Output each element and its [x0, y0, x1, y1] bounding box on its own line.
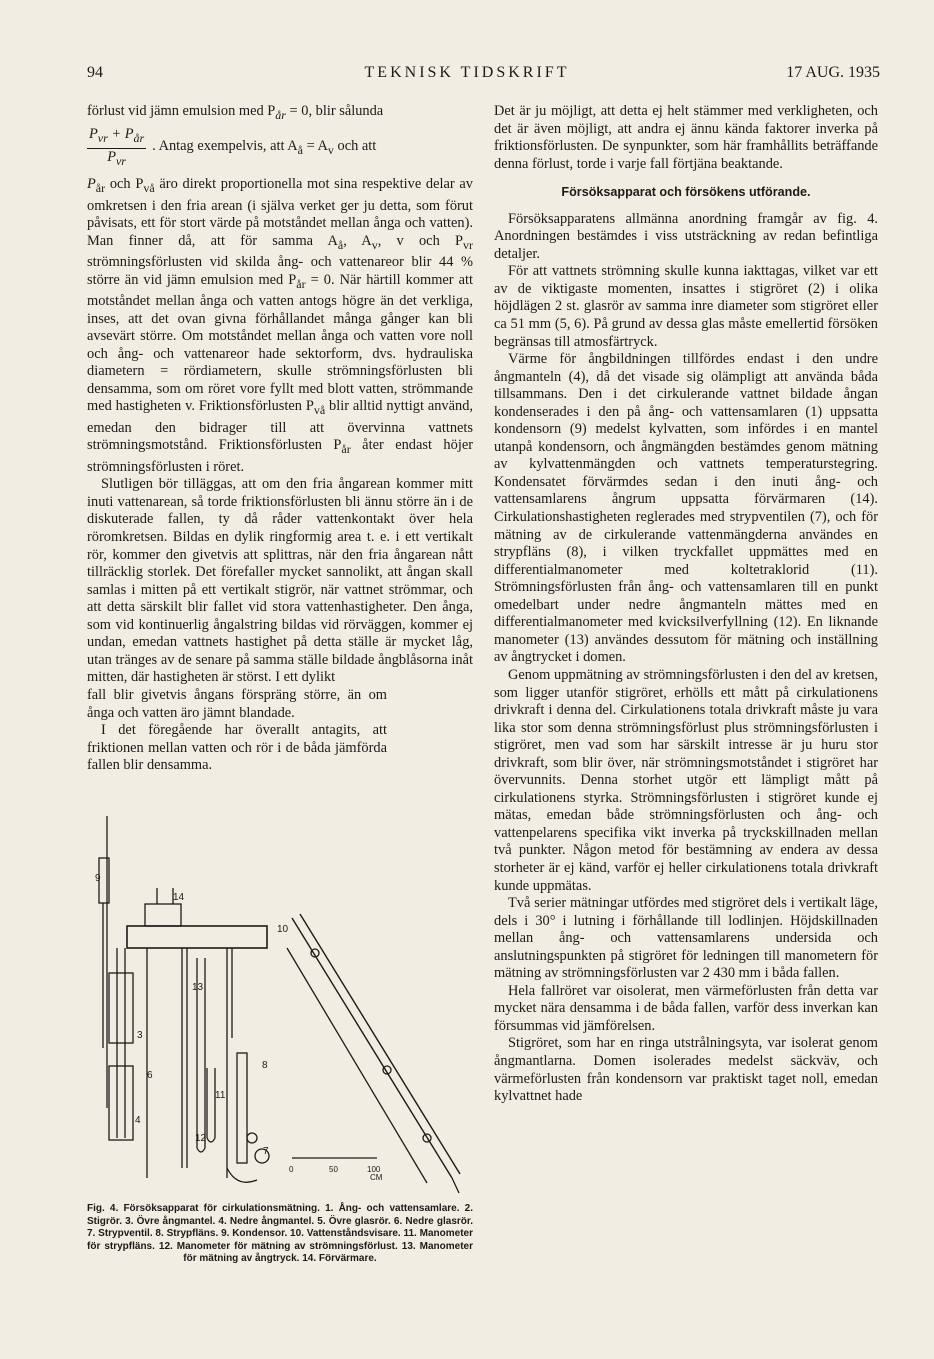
paragraph: Genom uppmätning av strömningsförlusten i den del av kretsen, som ligger utanför stigröret, erhölls ett mått på cirkulationens drivkraft i denna del. Cirkulationens totala drivkraft måste ju vara lika stor som denna strömningsförlust plus strömningsförlusten i stigröret, men vad som har särskilt intresse är ju huru stor drivkraft, som blir över, när strömningsmotståndet i stigröret har övervunnits. Denna storhet utgör ett lämpligt mått på cirkulationens styrka. Strömningsförlusten i stigröret kunde ej mätas, emedan både strömningsförlusten och ång- och vattenpelarens specifika vikt inverka på tryckskillnaden mellan två punkter. Någon metod för bestämning av endera av dessa storheter är ej känd, varför ej heller cirkulationens totala drivkraft kunde uppmätas.: [494, 666, 878, 894]
figure-caption: Fig. 4. Försöksapparat för cirkulationsmätning. 1. Ång- och vattensamlare. 2. Stigrör. 3. Övre ångmantel. 4. Nedre ångmantel. 5. Övre glasrör. 6. Nedre glasrör. 7. Strypventil. 8. Strypfläns. 9. Kondensor. 10. Vattenståndsvisare. 11. Manometer för strypfläns. 12. Manometer för mätning av strömningsförlust. 13. Manometer för mätning av ångtryck. 14. Förvärmare.: [87, 1203, 473, 1264]
paragraph: Värme för ångbildningen tillfördes endast i den undre ångmanteln (4), då det visade sig olämpligt att använda båda tillsammans. Den i det cirkulerande vattnet bildade ångan kondenserades i den på ång- och vattensamlaren (1) uppsatta kondensorn (9) medelst kylvatten, som infördes i en mantel utanpå kondensorn, och ångmängden bestämdes genom mätning av kylvattenmängden och vattnets temperaturstegring. Kondensatet förvärmdes sedan i den inuti ång- och vattensamlarens ångrum uppsatta förvärmaren (14). Cirkulationshastigheten reglerades med strypventilen (7), och för mätning av de cirkulerande vattenmängderna användes en strypfläns (8), i vilken tryckfallet uppmättes med en differentialmanometer med koltetraklorid (11). Strömningsförlusten från ång- och vattensamlaren till en punkt omedelbart under nedre ångmanteln mättes med en differentialmanometer med kvicksilverfyllning (12). En liknande manometer (13) användes dessutom för mätning och inställning av ångtrycket i domen.: [494, 351, 878, 666]
paragraph: Två serier mätningar utfördes med stigröret dels i vertikalt läge, dels i 30° i lutning i förhållande till lodlinjen. Höjdskillnaden mellan ång- och vattensamlarens undersida och anslutningspunkten på stigröret för ledningen till manometern för mätning av strömningsförlusten var 2 430 mm i båda fallen.: [494, 895, 878, 982]
apparatus-drawing: [87, 808, 473, 1196]
figure-label: 3: [137, 1030, 143, 1041]
paragraph: Stigröret, som har en ringa utstrålningsyta, var isolerat genom ångmantlarna. Domen isolerades medelst säckväv, och värmeförlusten från kondensorn var praktiskt taget noll, emedan kylvattnet hade: [494, 1035, 878, 1105]
figure-label: 6: [147, 1070, 153, 1081]
paragraph: Försöksapparatens allmänna anordning framgår av fig. 4. Anordningen bestämdes i viss utsträckning av redan befintliga detaljer.: [494, 210, 878, 262]
journal-title: TEKNISK TIDSKRIFT: [364, 64, 570, 81]
section-heading: Försöksapparat och försökens utförande.: [561, 185, 811, 200]
running-header: [0, 64, 934, 88]
paragraph: Det är ju möjligt, att detta ej helt stämmer med verkligheten, och det är även möjligt, att andra ej ännu kända faktorer inverka på friktionsförlusten. De synpunkter, som här framhållits beträffande denna förlust, torde i varje fall förtjäna beaktande.: [494, 103, 878, 172]
scale-label: 50: [329, 1165, 338, 1174]
paragraph: Hela fallröret var oisolerat, men värmeförlusten från detta var mycket nära densamma i de båda fallen, varför dess inverkan kan försummas vid jämförelsen.: [494, 982, 878, 1034]
figure-label: 12: [195, 1133, 207, 1144]
figure-label: 8: [262, 1060, 268, 1071]
apparatus-figure: [87, 808, 473, 1196]
figure-label: 13: [192, 982, 204, 993]
scale-label: CM: [370, 1173, 383, 1182]
figure-label: 14: [173, 892, 185, 903]
paragraph: fall blir givetvis ångans förspräng större, än om ånga och vatten äro jämnt blandade.: [87, 686, 387, 721]
scale-label: 0: [289, 1165, 294, 1174]
left-column: [87, 103, 473, 775]
figure-label: 11: [215, 1090, 226, 1101]
figure-label: 9: [95, 873, 101, 884]
figure-label: 7: [263, 1146, 269, 1157]
figure-label: 10: [277, 924, 289, 935]
issue-date: 17 AUG. 1935: [786, 64, 880, 81]
paragraph: $P_{år}$ och $P_{vå}$ äro direkt proportionella mot sina respektive delar av omkretsen i den fria arean (i själva verket ger ju detta, som förut påvisats, ett för stort värde på motståndet mellan ånga och vatten). Man finner då, att för samma $A_å$, $A_v$, v och $P_{vr}$ strömningsförlusten vid skilda ång- och vattenareor blir 44 % större än vid jämn emulsion med $P_{år} = 0$. När härtill kommer att motståndet mellan ånga och vatten antogs högre än det verkliga, inses, att det ovan givna förhållandet många gånger kan bli avsevärt större. Om motståndet mellan ånga och vatten vore noll och ång- och vattenareor hade sektorform, dvs. hydrauliska diametern = rördiametern, skulle strömningsförlusten bli densamma, som om röret vore fyllt med blott vatten, strömmande med hastigheten v. Friktionsförlusten $P_{vå}$ blir alltid nyttigt använd, emedan den bidrager till att övervinna vattnets strömningsmotstånd. Friktionsförlusten $P_{år}$ åter endast höjer strömningsförlusten i röret.: [87, 176, 474, 475]
scale-label: 100: [367, 1165, 381, 1174]
page-number: 94: [87, 64, 103, 81]
figure-label: 4: [135, 1115, 141, 1126]
paragraph: förlust vid jämn emulsion med $P_{år} = 0$, blir sålunda: [87, 103, 384, 122]
paragraph: För att vattnets strömning skulle kunna iakttagas, vilket var ett av de viktigaste momenten, insattes i stigröret (2) i olika höjdlägen 2 st. glasrör av samma inre diameter som stigröret eller ca 51 mm (5, 6). På grund av dessa glas måste emellertid försöken begränsas till atmosfärtryck.: [494, 263, 878, 350]
paragraph: Slutligen bör tilläggas, att om den fria ångarean kommer mitt inuti vattenarean, så torde friktionsförlusten bli ännu större än i de diskuterade fallen, ty då råder vattenkontakt över hela röromkretsen. Bildas en dylik ringformig area t. e. i ett vertikalt rör, kommer den givetvis att splittras, när den fria ångarean nått tillräcklig storlek. Det förefaller mycket sannolikt, att ångan skall samlas i mitten på ett vertikalt stigrör, när vattnet strömmar, och att detta särskilt blir fallet vid stora vattenhastigheter. Den ånga, som vid kontinuerlig ångalstring bildas vid rörväggen, kommer ej undan, emedan vattnets hastighet på detta ställe är mycket låg, utan tränges av de senare på samma ställe bildade ångblåsorna inåt mitten, där hastigheten är störst. I ett dylikt: [87, 476, 473, 686]
formula: $\frac{P_{vr} + P_{år}}{P_{vr}}$ . Antag exempelvis, att $A_å = A_v$ och att: [89, 126, 377, 168]
paragraph: I det föregående har överallt antagits, att friktionen mellan vatten och rör i de båda jämförda fallen blir densamma.: [87, 722, 387, 774]
right-column: [494, 103, 878, 1106]
